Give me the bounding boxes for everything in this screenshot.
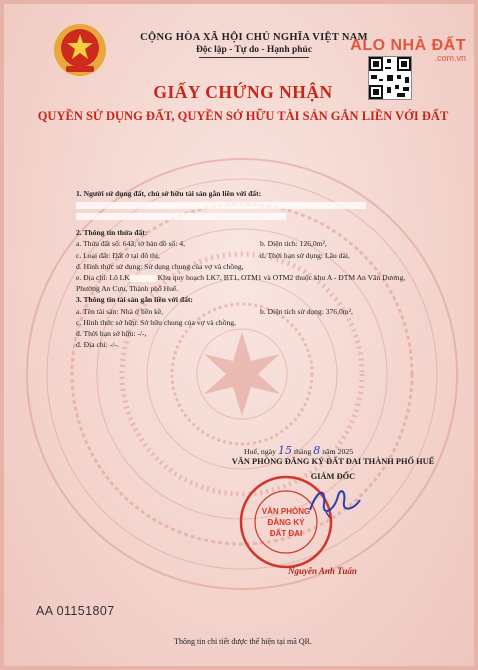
asset-floor-area: b. Diện tích sử dụng: 376,0m², — [260, 306, 353, 316]
issue-day: 15 — [278, 444, 292, 457]
watermark-brand: ALO NHÀ ĐẤT — [350, 37, 466, 54]
motto-underline — [199, 57, 309, 58]
use-form: đ. Hình thức sử dụng: Sử dụng chung của vợ và chồng, — [76, 261, 244, 271]
title-sub: QUYỀN SỬ DỤNG ĐẤT, QUYỀN SỞ HỮU TÀI SẢN GẮN LIỀN VỚI ĐẤT — [37, 109, 449, 123]
national-motto: Độc lập - Tự do - Hạnh phúc — [195, 45, 313, 55]
land-type-row — [76, 250, 416, 261]
issue-month-word: tháng — [293, 447, 312, 456]
address-redacted — [130, 275, 156, 282]
issue-month: 8 — [313, 444, 321, 457]
section-2-heading: 2. Thông tin thửa đất: — [76, 228, 148, 238]
land-type: c. Loại đất: Đất ở tại đô thị, — [76, 250, 160, 260]
certificate-body — [76, 188, 416, 350]
seal-line-3: ĐẤT ĐAI — [269, 529, 303, 538]
parcel-row — [76, 238, 416, 249]
national-emblem-icon — [52, 22, 108, 78]
signature-icon — [304, 482, 364, 522]
issuing-office: VĂN PHÒNG ĐĂNG KÝ ĐẤT ĐAI THÀNH PHỐ HUẾ — [231, 457, 435, 466]
seal-line-1: VĂN PHÒNG — [261, 507, 311, 516]
qr-footnote: Thông tin chi tiết được thể hiện tại mã QR. — [174, 637, 312, 646]
issue-place: Huế, ngày — [244, 447, 277, 456]
asset-name: a. Tên tài sản: Nhà ở liền kề, — [76, 306, 164, 316]
land-duration: d. Thời hạn sử dụng: Lâu dài, — [260, 250, 350, 260]
certificate-title — [4, 82, 478, 124]
issue-year: năm 2025 — [322, 447, 354, 456]
parcel-address — [76, 272, 416, 294]
watermark-domain: .com.vn — [434, 53, 466, 63]
owner-name-redacted — [76, 199, 416, 210]
signer-name: Nguyễn Anh Tuấn — [288, 566, 357, 576]
serial-number: AA 01151807 — [36, 604, 115, 618]
nation-name: CỘNG HÒA XÃ HỘI CHỦ NGHĨA VIỆT NAM — [140, 32, 368, 43]
address-prefix: e. Địa chỉ: Lô LK — [76, 273, 130, 283]
asset-address: đ. Địa chỉ: -/-. — [76, 340, 119, 350]
asset-row — [76, 306, 416, 317]
issue-date — [244, 444, 353, 457]
address-rest: Khu quy hoạch LK7, BT1, OTM1 và OTM2 thuộc khu A - ĐTM An Vân Dương, Phường An Cựu, Thành phố Huế. — [76, 273, 406, 294]
seal-line-2: ĐĂNG KÝ — [267, 518, 305, 527]
asset-term: d. Thời hạn sở hữu: -/-, — [76, 329, 147, 339]
parcel-number: a. Thửa đất số: 643; tờ bản đồ số: 4, — [76, 239, 186, 249]
owner-details-redacted — [76, 210, 416, 221]
parcel-area: b. Diện tích: 126,0m², — [260, 239, 327, 249]
signer-role: GIÁM ĐỐC — [310, 472, 356, 481]
section-1-heading: 1. Người sử dụng đất, chủ sở hữu tài sản gắn liền với đất: — [76, 189, 262, 198]
asset-ownership: c. Hình thức sở hữu: Sở hữu chung của vợ và chồng, — [76, 317, 237, 327]
title-main: GIẤY CHỨNG NHẬN — [153, 82, 333, 102]
section-3-heading: 3. Thông tin tài sản gắn liền với đất: — [76, 295, 193, 305]
